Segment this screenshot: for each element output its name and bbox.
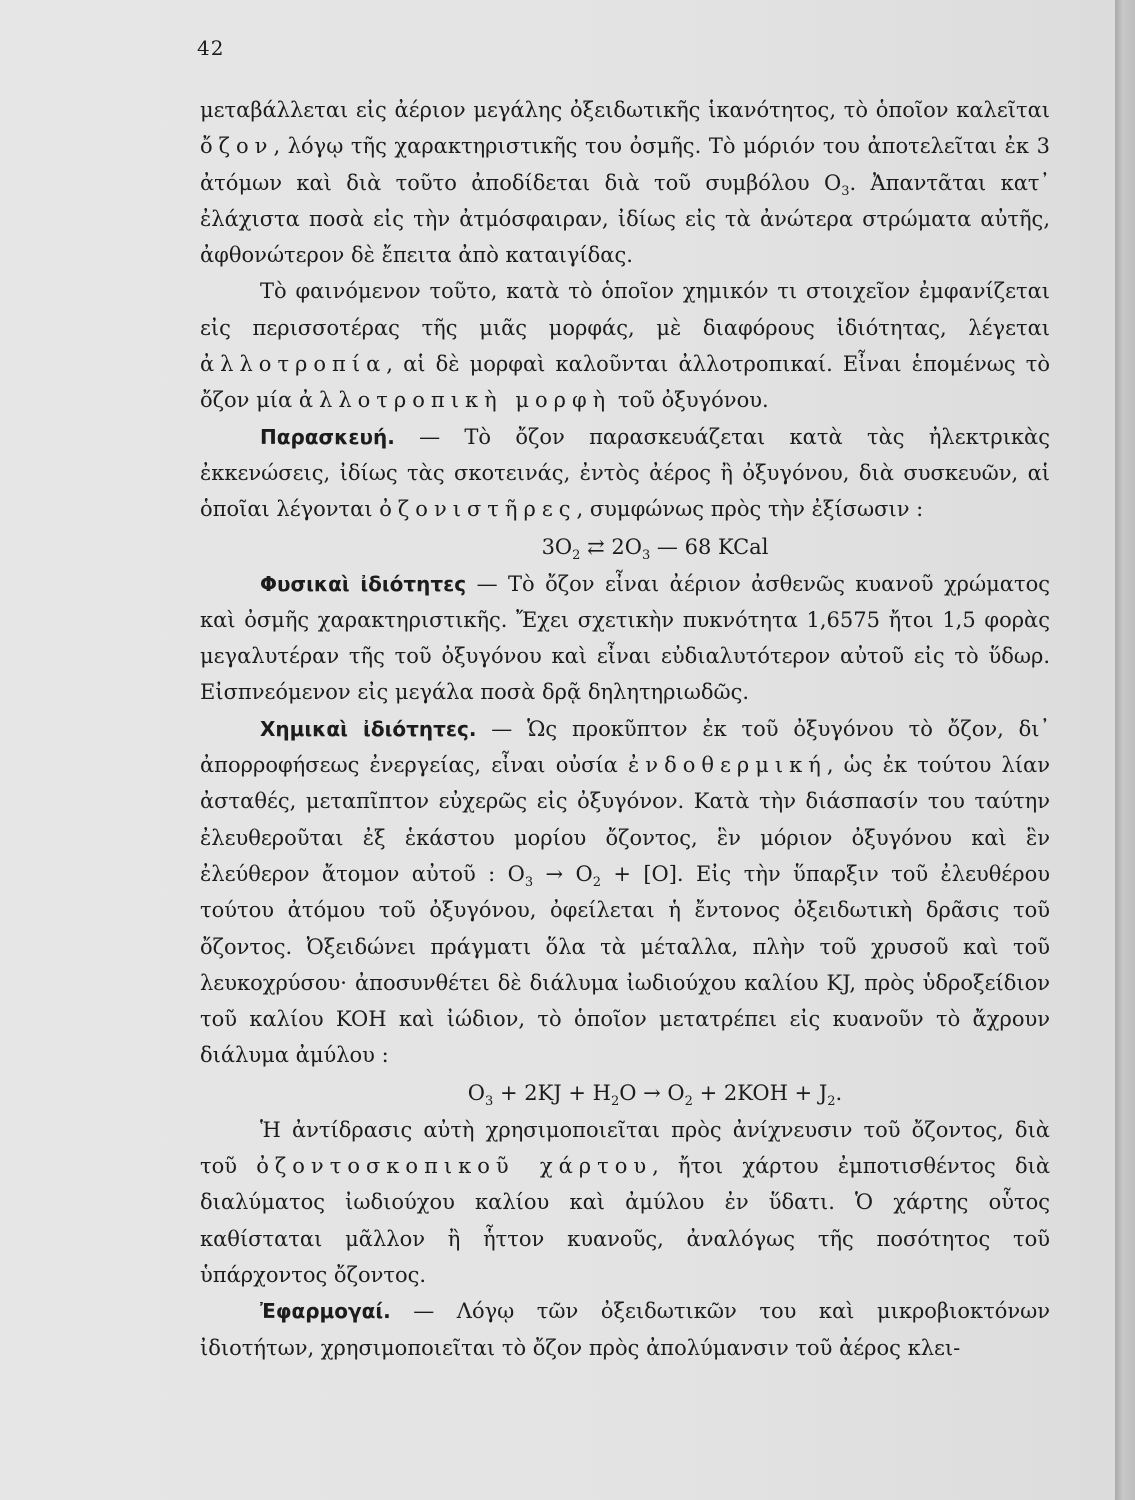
spaced-term-ozone: ὄζον (200, 134, 274, 159)
paragraph-ozone-intro: μεταβάλλεται εἰς ἀέριον μεγάλης ὀξειδωτικῆς ἱκανότητος, τὸ ὁποῖον καλεῖται ὄζον, λόγῳ τῆς χαρακτηριστικῆς του ὀσμῆς. Τὸ μόριόν του ἀποτελεῖται ἐκ 3 ἀτόμων καὶ διὰ τοῦτο ἀποδίδεται διὰ τοῦ συμβόλου $O_3$. Ἀπαντᾶται κατ᾽ ἐλάχιστα ποσὰ εἰς τὴν ἀτμόσφαιραν, ἰδίως εἰς τὰ ἀνώτερα στρώματα αὐτῆς, ἀφθονώτερον δὲ ἔπειτα ἀπὸ καταιγίδας. (200, 98, 1050, 268)
equation-ozone-formation: $3O_2$ ⇄ $2O_3$ — 68 KCal (541, 534, 769, 563)
heading-applications: Ἐφαρμογαί. (260, 1299, 391, 1324)
paragraph-allotropy: Τὸ φαινόμενον τοῦτο, κατὰ τὸ ὁποῖον χημικόν τι στοιχεῖον ἐμφανίζεται εἰς περισσοτέρας τῆς μιᾶς μορφάς, μὲ διαφόρους ἰδιότητας, λέγεται ἀλλοτροπία, αἱ δὲ μορφαὶ καλοῦνται ἀλλοτροπικαί. Εἶναι ἑπομένως τὸ ὄζον μία ἀλλοτροπικὴ μορφὴ τοῦ ὀξυγόνου. (200, 279, 1050, 413)
spaced-term-endothermic: ἐνδοθερμική (628, 753, 827, 778)
spaced-term-ozonizers: ὀζονιστῆρες (379, 497, 577, 522)
spaced-term-allotropic-form: ἀλλοτροπικὴ μορφὴ (298, 388, 612, 413)
paragraph-physical-properties: Φυσικαὶ ἰδιότητες — Τὸ ὄζον εἶναι ἀέριον ἀσθενῶς κυανοῦ χρώματος καὶ ὀσμῆς χαρακτηριστικῆς. Ἔχει σχετικὴν πυκνότητα 1,6575 ἤτοι 1,5 φορὰς μεγαλυτέραν τῆς τοῦ ὀξυγόνου καὶ εἶναι εὐδιαλυτότερον αὐτοῦ εἰς τὸ ὕδωρ. Εἰσπνεόμενον εἰς μεγάλα ποσὰ δρᾷ δηλητηριωδῶς. (200, 571, 1050, 705)
paragraph-applications: Ἐφαρμογαί. — Λόγῳ τῶν ὀξειδωτικῶν του καὶ μικροβιοκτόνων ἰδιοτήτων, χρησιμοποιεῖται τὸ ὄζον πρὸς ἀπολύμανσιν τοῦ ἀέρος κλει- (200, 1299, 1050, 1360)
spaced-term-allotropy: ἀλλοτροπία (200, 352, 387, 377)
heading-chemical-properties: Χημικαὶ ἰδιότητες. (260, 716, 477, 741)
page-number: 42 (197, 36, 225, 60)
heading-physical-properties: Φυσικαὶ ἰδιότητες (260, 571, 467, 596)
paragraph-ozone-detection: Ἡ ἀντίδρασις αὐτὴ χρησιμοποιεῖται πρὸς ἀνίχνευσιν τοῦ ὄζοντος, διὰ τοῦ ὀζοντοσκοπικοῦ χάρτου, ἤτοι χάρτου ἐμποτισθέντος διὰ διαλύματος ἰωδιούχου καλίου καὶ ἀμύλου ἐν ὕδατι. Ὁ χάρτης οὗτος καθίσταται μᾶλλον ἢ ἧττον κυανοῦς, ἀναλόγως τῆς ποσότητος τοῦ ὑπάρχοντος ὄζοντος. (200, 1117, 1050, 1287)
equation-iodide-reaction: $O_3 + 2KJ + H_2O \to O_2 + 2KOH + J_2$. (467, 1080, 843, 1109)
heading-preparation: Παρασκευή. (260, 424, 395, 449)
spaced-term-ozonoscopic-paper: ὀζοντοσκοπικοῦ χάρτου (256, 1154, 653, 1179)
body-text (200, 92, 1050, 1366)
paragraph-preparation: Παρασκευή. — Τὸ ὄζον παρασκευάζεται κατὰ τὰς ἠλεκτρικὰς ἐκκενώσεις, ἰδίως τὰς σκοτεινάς, ἐντὸς ἀέρος ἢ ὀξυγόνου, διὰ συσκευῶν, αἱ ὁποῖαι λέγονται ὀζονιστῆρες, συμφώνως πρὸς τὴν ἐξίσωσιν : (200, 424, 1050, 522)
page-edge (1115, 0, 1135, 1500)
paragraph-chemical-properties: Χημικαὶ ἰδιότητες. — Ὡς προκῦπτον ἐκ τοῦ ὀξυγόνου τὸ ὄζον, δι᾽ ἀπορροφήσεως ἐνεργείας, εἶναι οὐσία ἐνδοθερμική, ὡς ἐκ τούτου λίαν ἀσταθές, μεταπῖπτον εὐχερῶς εἰς ὀξυγόνον. Κατὰ τὴν διάσπασίν του ταύτην ἐλευθεροῦται ἐξ ἑκάστου μορίου ὄζοντος, ἓν μόριον ὀξυγόνου καὶ ἓν ἐλεύθερον ἄτομον αὐτοῦ : $O_3 \to O_2 + [O]$. Εἰς τὴν ὕπαρξιν τοῦ ἐλευθέρου τούτου ἀτόμου τοῦ ὀξυγόνου, ὀφείλεται ἡ ἔντονος ὀξειδωτικὴ δρᾶσις τοῦ ὄζοντος. Ὀξειδώνει πράγματι ὅλα τὰ μέταλλα, πλὴν τοῦ χρυσοῦ καὶ τοῦ λευκοχρύσου· ἀποσυνθέτει δὲ διάλυμα ἰωδιούχου καλίου KJ, πρὸς ὑδροξείδιον τοῦ καλίου KOH καὶ ἰώδιον, τὸ ὁποῖον μετατρέπει εἰς κυανοῦν τὸ ἄχρουν διάλυμα ἀμύλου : (200, 716, 1051, 1068)
